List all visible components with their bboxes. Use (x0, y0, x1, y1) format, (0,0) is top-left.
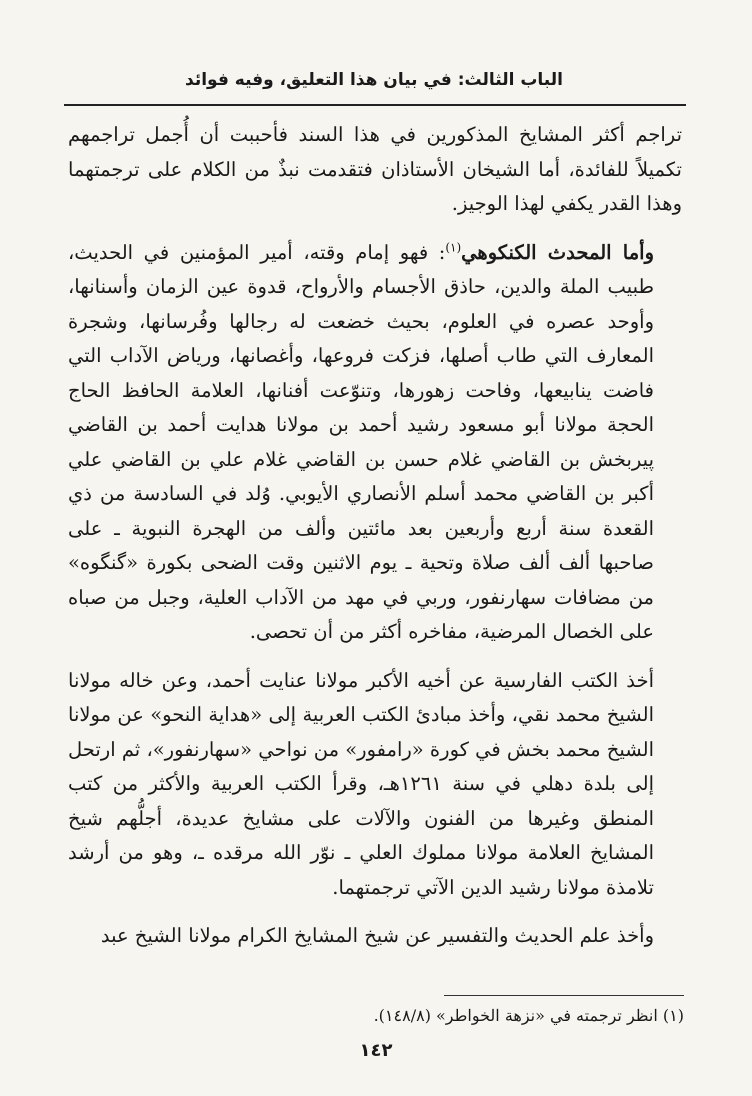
paragraph-2-text: : فهو إمام وقته، أمير المؤمنين في الحديث، طبيب الملة والدين، حاذق الأجسام والأرواح، قدوة عين الزمان وأسنانها، وأوحد عصره في العلوم، بحيث خضعت له رجالها وفُرسانها، وشجرة المعارف التي طاب أصلها، فزكت فروعها، وأغصانها، ورياض الآداب التي فاضت ينابيعها، وفاحت زهورها، وتنوّعت أفنانها، العلامة الحافظ الحاج الحجة مولانا أبو مسعود رشيد أحمد بن مولانا هدايت أحمد بن القاضي پيربخش بن القاضي غلام حسن بن القاضي غلام علي بن القاضي علي أكبر بن القاضي محمد أسلم الأنصاري الأيوبي. وُلد في السادسة من ذي القعدة سنة أربع وأربعين بعد مائتين وألف من الهجرة النبوية ـ على صاحبها ألف ألف صلاة وتحية ـ يوم الاثنين وقت الضحى بكورة «گنگوه» من مضافات سهارنفور، وربي في مهد من الآداب العلية، وجبل من صباه على الخصال المرضية، مفاخره أكثر من أن تحصى. (68, 240, 655, 643)
running-title: الباب الثالث: في بيان هذا التعليق، وفيه فوائد (185, 70, 563, 90)
paragraph-2-lead: وأما المحدث الكنكوهي (461, 240, 654, 264)
paragraph-1: تراجم أكثر المشايخ المذكورين في هذا السند فأحببت أن أُجمل تراجمهم تكميلاً للفائدة، أما الشيخان الأستاذان فتقدمت نبذٌ من الكلام على ترجمتهما وهذا القدر يكفي لهذا الوجيز. (68, 123, 682, 215)
footnote-marker[interactable]: (١) (445, 240, 462, 254)
main-text (68, 118, 682, 954)
paragraph-3: أخذ الكتب الفارسية عن أخيه الأكبر مولانا عنايت أحمد، وعن خاله مولانا الشيخ محمد نقي، وأخذ مبادئ الكتب العربية إلى «هداية النحو» عن مولانا الشيخ محمد بخش في كورة «رامفور» من نواحي «سهارنفور»، ثم ارتحل إلى بلدة دهلي في سنة ١٢٦١هـ، وقرأ الكتب العربية والأكثر من كتب المنطق وغيرها من الفنون والآلات على مشايخ عديدة، أجلُّهم شيخ المشايخ العلامة مولانا مملوك العلي ـ نوّر الله مرقده ـ، وهو من أرشد تلامذة مولانا رشيد الدين الآتي ترجمتهما. (68, 668, 654, 899)
footnote: (١) انظر ترجمته في «نزهة الخواطر» (١٤٨/٨). (373, 1006, 684, 1025)
paragraph-4: وأخذ علم الحديث والتفسير عن شيخ المشايخ الكرام مولانا الشيخ عبد (100, 924, 654, 947)
header-rule (64, 104, 686, 106)
footnote-rule (444, 995, 684, 996)
paragraph-2 (68, 236, 682, 650)
page-number: ١٤٢ (359, 1040, 393, 1061)
